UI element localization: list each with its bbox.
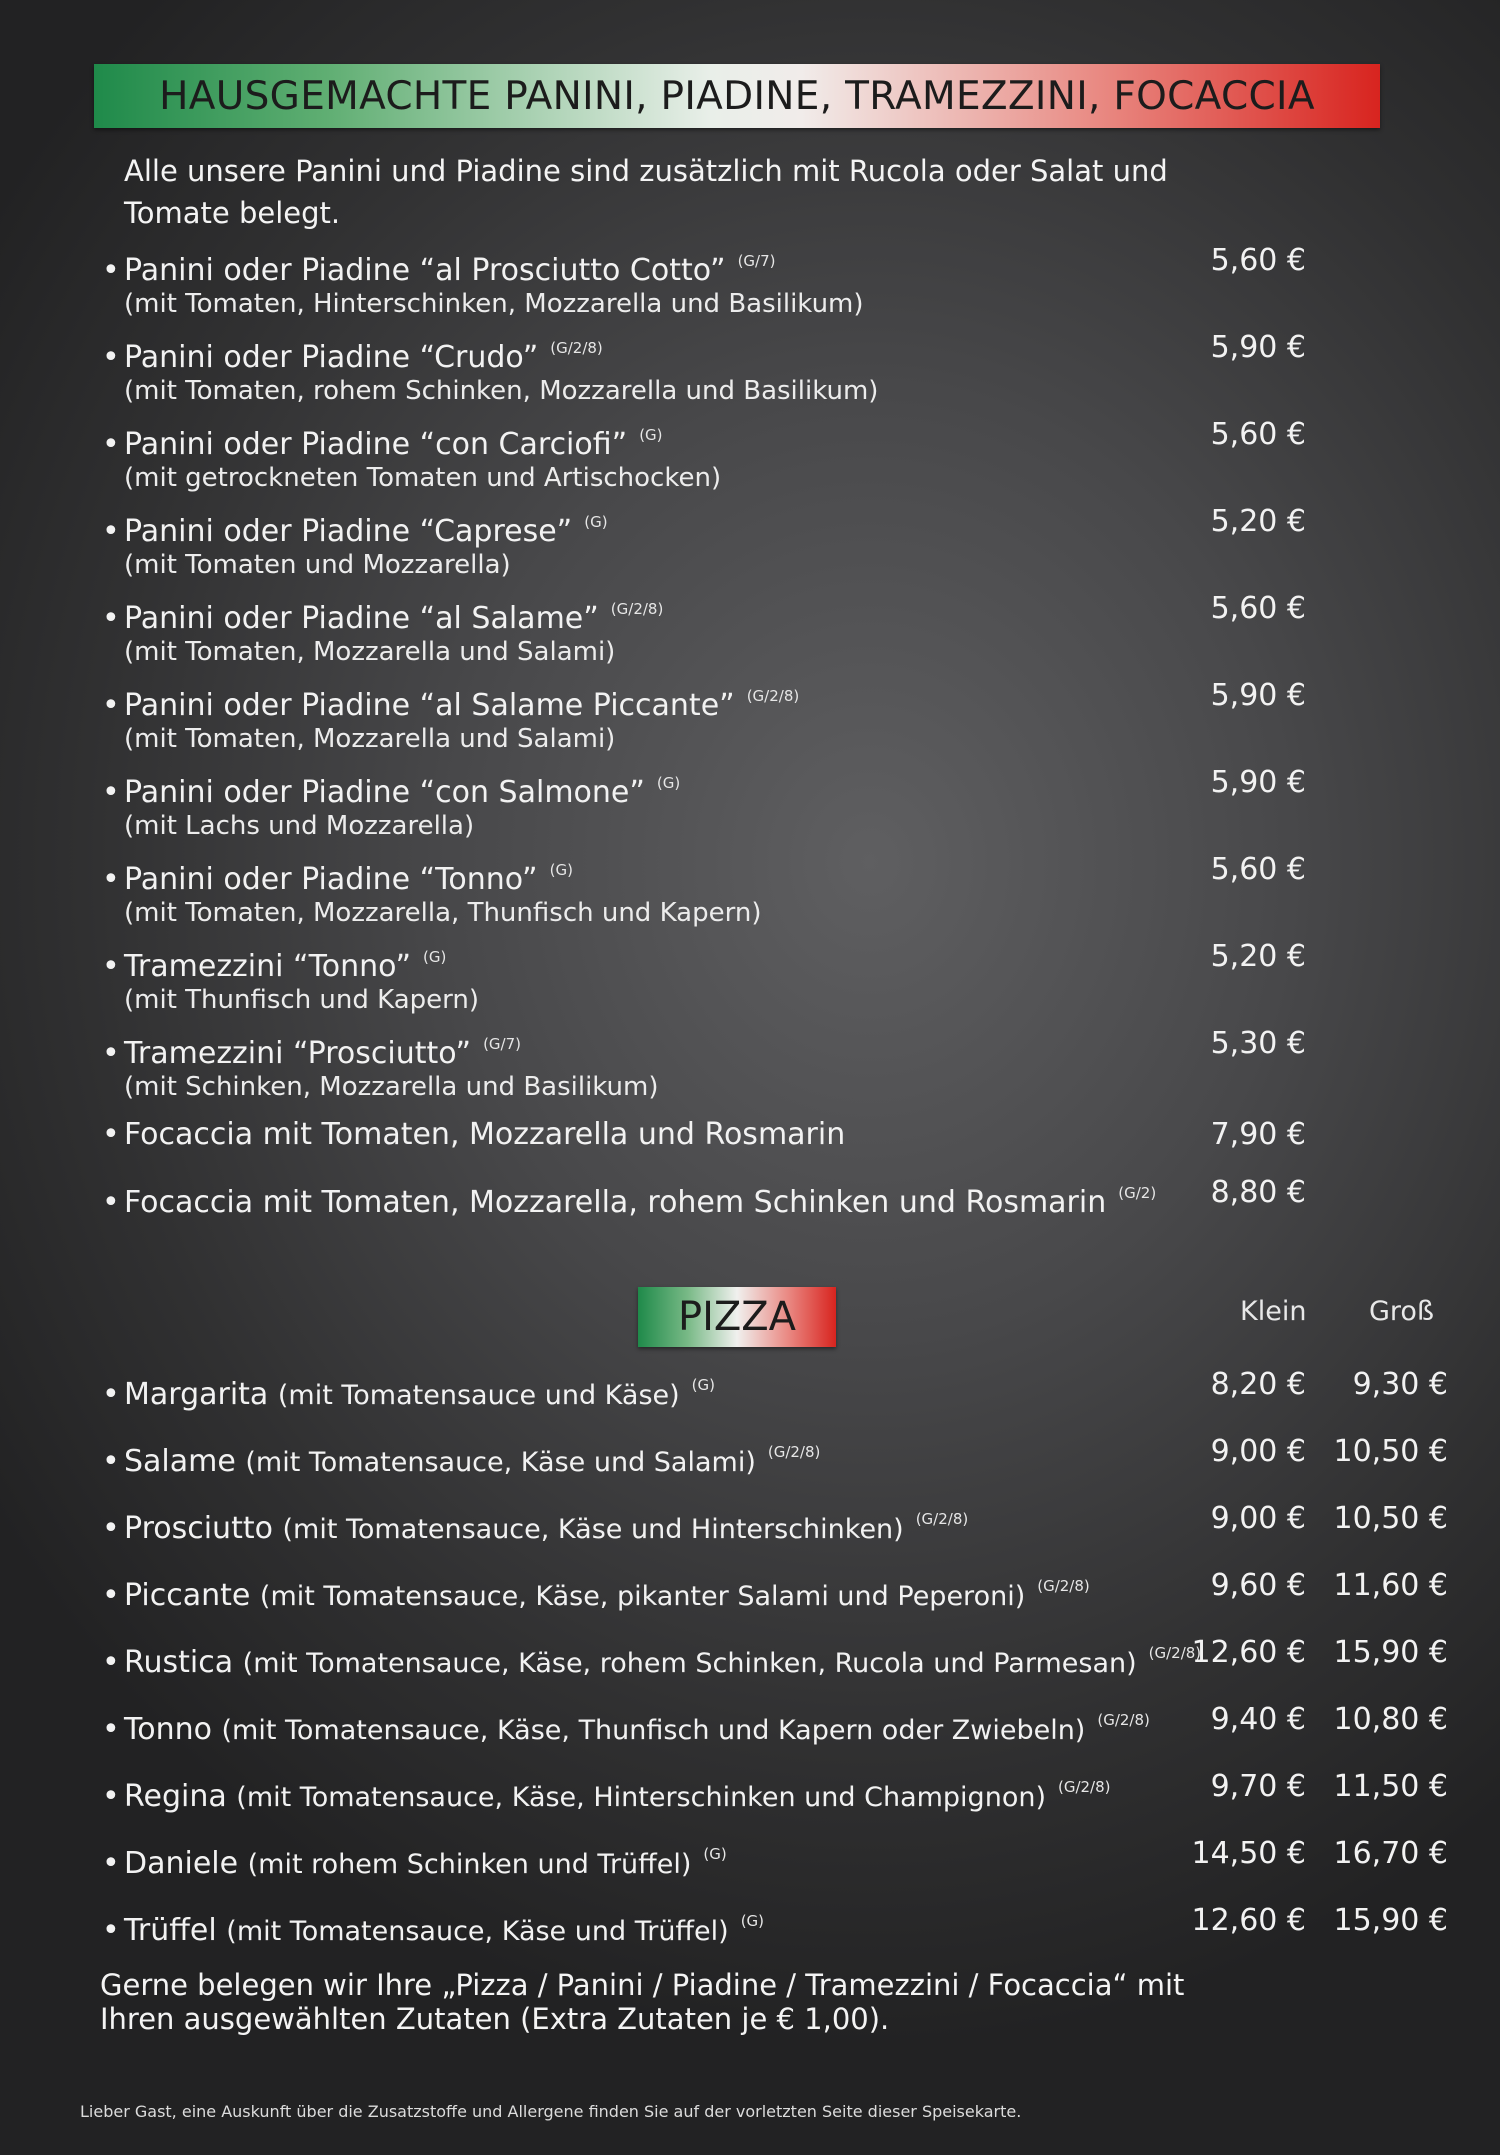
pizza-description: (mit Tomatensauce, Käse und Trüffel) [226, 1916, 729, 1947]
allergen-tag: (G/2/8) [746, 687, 800, 705]
item-price: 5,90 € [1210, 330, 1306, 365]
allergen-tag: (G) [691, 1376, 715, 1394]
allergen-tag: (G/2/8) [610, 600, 664, 618]
item-name: Panini oder Piadine “al Prosciutto Cotto” [124, 253, 726, 288]
price-small: 9,00 € [1210, 1434, 1306, 1469]
price-small: 8,20 € [1210, 1367, 1306, 1402]
menu-item [102, 678, 799, 755]
section-banner-panini [94, 64, 1380, 128]
price-large: 16,70 € [1333, 1836, 1448, 1871]
item-name: Panini oder Piadine “con Carciofi” [124, 427, 628, 462]
menu-item [102, 765, 680, 842]
column-header-small: Klein [1240, 1296, 1307, 1327]
allergen-tag: (G) [703, 1845, 727, 1863]
bullet-icon: • [102, 1846, 120, 1881]
item-price: 5,60 € [1210, 591, 1306, 626]
bullet-icon: • [102, 253, 120, 288]
price-small: 12,60 € [1191, 1635, 1306, 1670]
menu-item [102, 1175, 1156, 1221]
menu-item [102, 330, 878, 407]
intro-text: Alle unsere Panini und Piadine sind zusätzlich mit Rucola oder Salat und Tomate belegt. [124, 154, 1168, 230]
pizza-description: (mit Tomatensauce, Käse, Thunfisch und Kapern oder Zwiebeln) [221, 1715, 1086, 1746]
pizza-section-title: PIZZA [677, 1294, 797, 1340]
item-price: 8,80 € [1210, 1175, 1306, 1210]
price-small: 9,00 € [1210, 1501, 1306, 1536]
allergen-tag: (G) [549, 861, 573, 879]
bullet-icon: • [102, 601, 120, 636]
item-name: Tramezzini “Tonno” [124, 949, 412, 984]
price-large: 15,90 € [1333, 1903, 1448, 1938]
item-name: Panini oder Piadine “Tonno” [124, 862, 538, 897]
price-large: 15,90 € [1333, 1635, 1448, 1670]
item-description: (mit Tomaten, Hinterschinken, Mozzarella und Basilikum) [124, 289, 864, 319]
allergen-tag: (G) [740, 1912, 765, 1930]
item-description: (mit Lachs und Mozzarella) [124, 811, 475, 841]
menu-item [102, 243, 864, 320]
price-large: 10,50 € [1333, 1501, 1448, 1536]
pizza-item [102, 1635, 1201, 1682]
item-description: (mit Tomaten, Mozzarella und Salami) [124, 724, 616, 754]
price-small: 14,50 € [1191, 1836, 1306, 1871]
pizza-description: (mit Tomatensauce, Käse und Hinterschinken) [282, 1514, 904, 1545]
item-name: Panini oder Piadine “al Salame Piccante” [124, 688, 735, 723]
item-name: Panini oder Piadine “Caprese” [124, 514, 573, 549]
item-name: Focaccia mit Tomaten, Mozzarella und Rosmarin [124, 1117, 846, 1152]
allergen-disclaimer: Lieber Gast, eine Auskunft über die Zusatzstoffe und Allergene finden Sie auf der vorletzten Seite dieser Speisekarte. [80, 2102, 1022, 2121]
pizza-name: Salame [124, 1444, 236, 1479]
allergen-tag: (G/2/8) [767, 1443, 821, 1461]
bullet-icon: • [102, 1511, 120, 1546]
menu-item [102, 1026, 659, 1103]
bullet-icon: • [102, 1444, 120, 1479]
bullet-icon: • [102, 688, 120, 723]
bullet-icon: • [102, 1779, 120, 1814]
allergen-tag: (G/2/8) [1148, 1644, 1202, 1662]
allergen-tag: (G/2/8) [915, 1510, 969, 1528]
bullet-icon: • [102, 1185, 120, 1220]
allergen-tag: (G/7) [483, 1035, 522, 1053]
item-description: (mit Schinken, Mozzarella und Basilikum) [124, 1072, 659, 1102]
pizza-description: (mit Tomatensauce, Käse, rohem Schinken, Rucola und Parmesan) [242, 1648, 1137, 1679]
item-name: Focaccia mit Tomaten, Mozzarella, rohem Schinken und Rosmarin [124, 1185, 1107, 1220]
price-large: 10,50 € [1333, 1434, 1448, 1469]
bullet-icon: • [102, 1645, 120, 1680]
bullet-icon: • [102, 1036, 120, 1071]
item-description: (mit Tomaten, rohem Schinken, Mozzarella und Basilikum) [124, 376, 879, 406]
pizza-item [102, 1769, 1111, 1816]
item-price: 5,90 € [1210, 765, 1306, 800]
bullet-icon: • [102, 1117, 120, 1152]
bullet-icon: • [102, 1377, 120, 1412]
item-description: (mit Thunfisch und Kapern) [124, 985, 480, 1015]
item-name: Panini oder Piadine “con Salmone” [124, 775, 645, 810]
bullet-icon: • [102, 1712, 120, 1747]
section-banner-pizza [638, 1287, 836, 1347]
allergen-tag: (G/2/8) [550, 339, 603, 357]
price-small: 9,40 € [1210, 1702, 1306, 1737]
item-price: 5,60 € [1210, 243, 1306, 278]
item-description: (mit Tomaten und Mozzarella) [124, 550, 511, 580]
pizza-name: Margarita [124, 1377, 269, 1412]
item-name: Panini oder Piadine “Crudo” [124, 340, 539, 375]
bullet-icon: • [102, 775, 120, 810]
allergen-tag: (G) [423, 948, 447, 966]
price-small: 12,60 € [1191, 1903, 1306, 1938]
item-price: 5,60 € [1210, 852, 1306, 887]
pizza-name: Tonno [124, 1712, 212, 1747]
allergen-tag: (G) [639, 426, 663, 444]
pizza-item [102, 1367, 715, 1414]
price-large: 11,50 € [1333, 1769, 1448, 1804]
menu-item [102, 591, 663, 668]
menu-item [102, 417, 721, 494]
item-price: 5,60 € [1210, 417, 1306, 452]
item-price: 5,30 € [1210, 1026, 1306, 1061]
allergen-tag: (G/2/8) [1057, 1778, 1111, 1796]
allergen-tag: (G/2) [1118, 1184, 1157, 1202]
menu-item [102, 939, 479, 1016]
item-description: (mit Tomaten, Mozzarella, Thunfisch und Kapern) [124, 898, 762, 928]
price-large: 11,60 € [1333, 1568, 1448, 1603]
allergen-tag: (G) [584, 513, 608, 531]
item-price: 5,90 € [1210, 678, 1306, 713]
item-price: 5,20 € [1210, 939, 1306, 974]
pizza-description: (mit rohem Schinken und Trüffel) [247, 1849, 692, 1880]
pizza-name: Trüffel [124, 1913, 217, 1948]
column-header-large: Groß [1369, 1296, 1434, 1327]
bullet-icon: • [102, 862, 120, 897]
extra-toppings-note: Gerne belegen wir Ihre „Pizza / Panini / Piadine / Tramezzini / Focaccia“ mit Ihren ausgewählten Zutaten (Extra Zutaten je € 1,00). [100, 1968, 1185, 2036]
pizza-item [102, 1568, 1090, 1615]
pizza-item [102, 1434, 820, 1481]
pizza-description: (mit Tomatensauce und Käse) [277, 1380, 680, 1411]
menu-item [102, 852, 761, 929]
item-description: (mit getrockneten Tomaten und Artischocken) [124, 463, 722, 493]
price-small: 9,60 € [1210, 1568, 1306, 1603]
item-name: Tramezzini “Prosciutto” [124, 1036, 472, 1071]
allergen-tag: (G/2/8) [1037, 1577, 1090, 1595]
allergen-tag: (G/7) [737, 252, 776, 270]
price-large: 9,30 € [1352, 1367, 1448, 1402]
bullet-icon: • [102, 514, 120, 549]
item-price: 7,90 € [1210, 1117, 1306, 1152]
allergen-tag: (G/2/8) [1097, 1711, 1150, 1729]
pizza-item [102, 1836, 727, 1883]
pizza-name: Daniele [124, 1846, 239, 1881]
pizza-name: Piccante [124, 1578, 251, 1613]
bullet-icon: • [102, 427, 120, 462]
pizza-name: Regina [124, 1779, 227, 1814]
section-title: HAUSGEMACHTE PANINI, PIADINE, TRAMEZZINI, FOCACCIA [159, 73, 1315, 119]
pizza-description: (mit Tomatensauce, Käse, pikanter Salami und Peperoni) [259, 1581, 1026, 1612]
menu-item [102, 504, 608, 581]
pizza-item [102, 1702, 1150, 1749]
price-large: 10,80 € [1333, 1702, 1448, 1737]
pizza-item [102, 1903, 764, 1950]
item-price: 5,20 € [1210, 504, 1306, 539]
bullet-icon: • [102, 1578, 120, 1613]
item-description: (mit Tomaten, Mozzarella und Salami) [124, 637, 616, 667]
menu-item [102, 1117, 845, 1153]
bullet-icon: • [102, 340, 120, 375]
bullet-icon: • [102, 1913, 120, 1948]
allergen-tag: (G) [656, 774, 681, 792]
pizza-item [102, 1501, 968, 1548]
bullet-icon: • [102, 949, 120, 984]
pizza-name: Prosciutto [124, 1511, 273, 1546]
pizza-name: Rustica [124, 1645, 234, 1680]
pizza-description: (mit Tomatensauce, Käse und Salami) [245, 1447, 756, 1478]
price-small: 9,70 € [1210, 1769, 1306, 1804]
item-name: Panini oder Piadine “al Salame” [124, 601, 599, 636]
pizza-description: (mit Tomatensauce, Käse, Hinterschinken und Champignon) [236, 1782, 1046, 1813]
